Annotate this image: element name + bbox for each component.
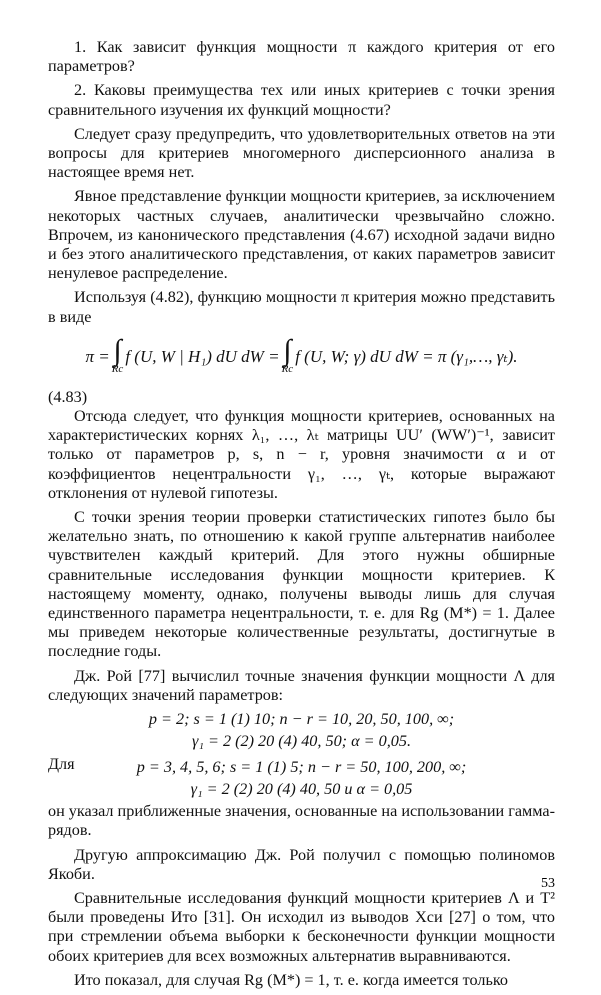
page-body (48, 38, 555, 995)
paragraph-ito-showed: Ито показал, для случая Rg (M*) = 1, т. е. когда имеется только (74, 970, 508, 989)
paragraph-jacobi: Другую аппроксимацию Дж. Рой получил с помощью полиномов Якоби. (48, 845, 555, 883)
integral-1 (111, 334, 124, 376)
params-line-4: γ₁ = 2 (2) 20 (4) 40, 50 и α = 0,05 (190, 779, 413, 798)
equation-lhs: π = (85, 347, 110, 367)
params-line-3: p = 3, 4, 5, 6; s = 1 (1) 5; n − r = 50, 100, 200, ∞; (136, 757, 467, 776)
page-number: 53 (541, 876, 555, 891)
params-line-2: γ₁ = 2 (2) 20 (4) 40, 50; α = 0,05. (191, 732, 412, 751)
integral-sign-1: ∫ (113, 334, 122, 368)
equation-4-83 (48, 332, 555, 407)
paragraph-ito: Сравнительные исследования функций мощности критериев Λ и T² были проведены Ито [31]. Он исходил из выводов Хси [27] о том, что при стремлении объема выборки к бесконечности функции мощности обоих критериев для всех возможных альтернатив выравниваются. (48, 888, 555, 965)
question-2: 2. Каковы преимущества тех или иных критериев с точки зрения сравнительного изучения их функций мощности? (48, 81, 555, 119)
paragraph-hypothesis-testing: С точки зрения теории проверки статистических гипотез было бы желательно знать, по отношению к какой группе альтернатив наиболее чувствителен каждый критерий. Для этого нужны обширные сравнительные исследования функции мощности критериев. К настоящему моменту, однако, получены выводы лишь для случая единственного параметра нецентральности, т. е. для Rg (M*) = 1. Далее мы приведем некоторые количественные результаты, достигнутые в последние годы. (48, 508, 555, 661)
integrand-2: f (U, W; γ) dU dW = π (γ₁,…, γₜ). (295, 347, 518, 367)
integrand-1: f (U, W | H₁) dU dW = (125, 347, 280, 367)
integral-sign-2: ∫ (283, 334, 292, 368)
integral-domain-1: Rc (111, 363, 124, 376)
for-label: Для (48, 754, 75, 773)
paragraph-roy: Дж. Рой [77] вычислил точные значения функции мощности Λ для следующих значений параметров: (48, 666, 555, 704)
paragraph-consequence: Отсюда следует, что функция мощности критериев, основанных на характеристических корнях λ₁, …, λₜ матрицы UU′ (WW′)⁻¹, зависит только от параметров p, s, n − r, уровня значимости α и от коэффициентов нецентральности γ₁, …, γₜ, которые выражают отклонения от нулевой гипотезы. (48, 407, 555, 502)
paragraph-explicit-representation: Явное представление функции мощности критериев, за исключением некоторых частных случаев, аналитически чрезвычайно сложно. Впрочем, из канонического представления (4.67) исходной задачи видно и без этого аналитического представления, от каких параметров зависит ненулевое распределение. (48, 187, 555, 283)
paragraph-warning: Следует сразу предупредить, что удовлетворительных ответов на эти вопросы для критериев многомерного дисперсионного анализа в настоящее время нет. (48, 124, 555, 182)
params-line-1: p = 2; s = 1 (1) 10; n − r = 10, 20, 50, 100, ∞; (148, 710, 455, 729)
paragraph-approx: он указал приближенные значения, основанные на использовании гамма-рядов. (48, 802, 555, 840)
paragraph-using-482: Используя (4.82), функцию мощности π критерия можно представить в виде (48, 288, 555, 326)
integral-domain-2: Rc (281, 363, 294, 376)
question-1: 1. Как зависит функция мощности π каждого критерия от его параметров? (48, 38, 555, 76)
equation-number: (4.83) (48, 387, 88, 406)
integral-2 (281, 334, 294, 376)
